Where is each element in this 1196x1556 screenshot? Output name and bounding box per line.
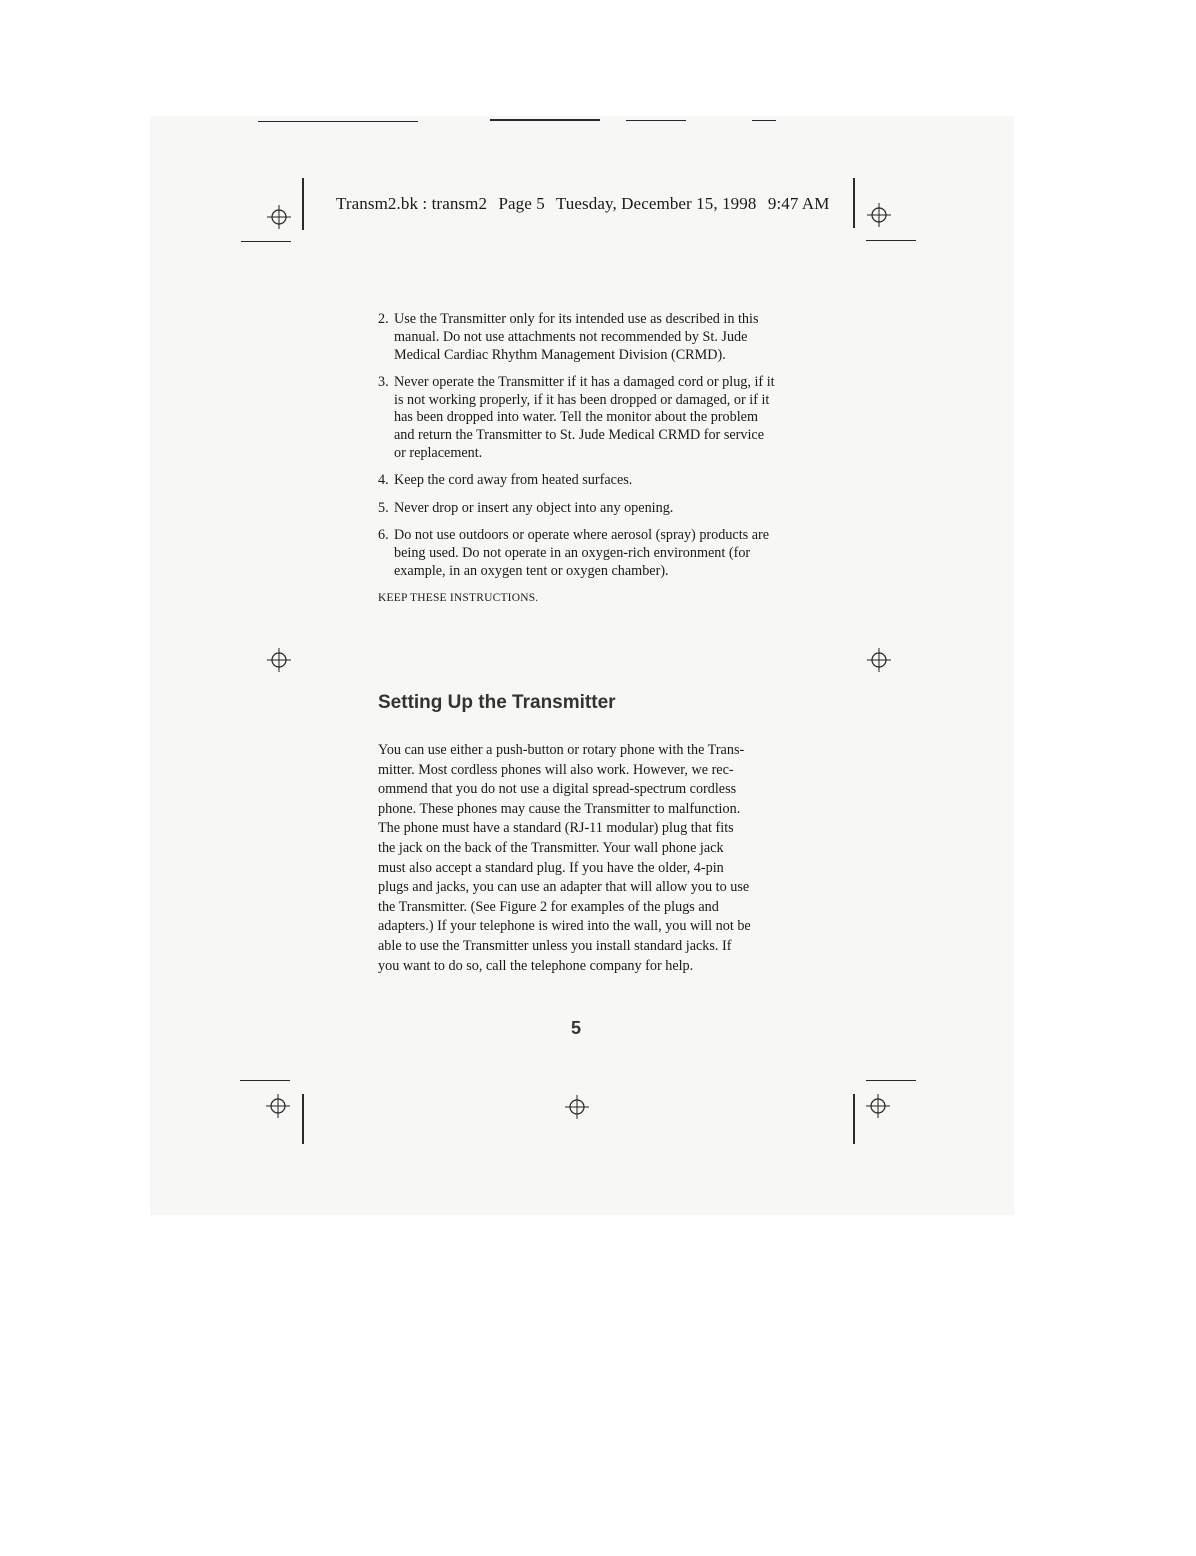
scan-edge-line [626, 120, 686, 121]
registration-mark-icon [265, 1093, 291, 1119]
crop-mark [241, 241, 291, 242]
list-item-text: Do not use outdoors or operate where aerosol (spray) products are being used. Do not operate in an oxygen-rich environment (for example, in an oxygen tent or oxygen chamber). [394, 526, 770, 579]
body-line: able to use the Transmitter unless you install standard jacks. If [378, 937, 732, 954]
list-item-number: 3. [378, 373, 389, 390]
body-line: phone. These phones may cause the Transmitter to malfunction. [378, 800, 741, 817]
slug-file: Transm2.bk : transm2 [336, 194, 488, 213]
scan-edge-line [490, 119, 600, 121]
slug-time: 9:47 AM [767, 194, 830, 213]
section-heading: Setting Up the Transmitter [378, 692, 616, 713]
list-item-text: Keep the cord away from heated surfaces. [394, 472, 633, 489]
crop-mark [302, 1094, 304, 1144]
body-line: You can use either a push-button or rotary phone with the Trans- [378, 742, 745, 758]
print-slug-header [336, 194, 836, 214]
list-item-number: 2. [378, 311, 389, 327]
body-line: plugs and jacks, you can use an adapter that will allow you to use [378, 879, 750, 896]
crop-mark [240, 1080, 290, 1081]
list-item [378, 472, 778, 490]
crop-mark [866, 240, 916, 241]
section-body [378, 741, 778, 976]
body-line: you want to do so, call the telephone company for help. [378, 957, 694, 974]
list-item-number: 6. [378, 526, 389, 543]
page-number: 5 [571, 1018, 582, 1038]
body-line: adapters.) If your telephone is wired into the wall, you will not be [378, 918, 751, 935]
safety-list [378, 311, 778, 608]
list-item [378, 311, 778, 364]
body-line: the Transmitter. (See Figure 2 for examples of the plugs and [378, 898, 719, 915]
crop-mark [302, 178, 304, 230]
body-line: The phone must have a standard (RJ-11 modular) plug that fits [378, 820, 734, 837]
crop-mark [853, 178, 855, 228]
body-line: mitter. Most cordless phones will also work. However, we rec- [378, 761, 734, 778]
crop-mark [866, 1080, 916, 1081]
registration-mark-icon [866, 202, 892, 228]
registration-mark-icon [266, 647, 292, 673]
registration-mark-icon [865, 1093, 891, 1119]
list-item [378, 527, 778, 580]
list-item [378, 500, 778, 518]
registration-mark-icon [866, 647, 892, 673]
list-item-text: Never drop or insert any object into any opening. [394, 499, 674, 516]
body-line: must also accept a standard plug. If you have the older, 4-pin [378, 859, 724, 876]
crop-mark [853, 1094, 855, 1144]
scan-edge-line [752, 120, 776, 121]
scan-edge-line [258, 121, 418, 122]
list-item-number: 5. [378, 499, 389, 516]
registration-mark-icon [266, 204, 292, 230]
registration-mark-icon [564, 1094, 590, 1120]
body-line: ommend that you do not use a digital spread-spectrum cordless [378, 781, 737, 798]
slug-page: Page 5 [498, 194, 545, 213]
list-item-text: Never operate the Transmitter if it has a damaged cord or plug, if it is not working properly, if it has been dropped or damaged, or if it has been dropped into water. Tell the monitor about the problem and return the Transmitter to St. Jude Medical CRMD for service or replacement. [394, 373, 775, 462]
slug-date: Tuesday, December 15, 1998 [555, 194, 757, 213]
keep-instructions-note: KEEP THESE INSTRUCTIONS. [378, 591, 539, 604]
list-item-number: 4. [378, 472, 389, 489]
list-item-text: Use the Transmitter only for its intended use as described in this manual. Do not use attachments not recommended by St. Jude Medical Cardiac Rhythm Management Division (CRMD). [394, 311, 759, 363]
body-line: the jack on the back of the Transmitter. Your wall phone jack [378, 839, 724, 856]
list-item [378, 374, 778, 463]
